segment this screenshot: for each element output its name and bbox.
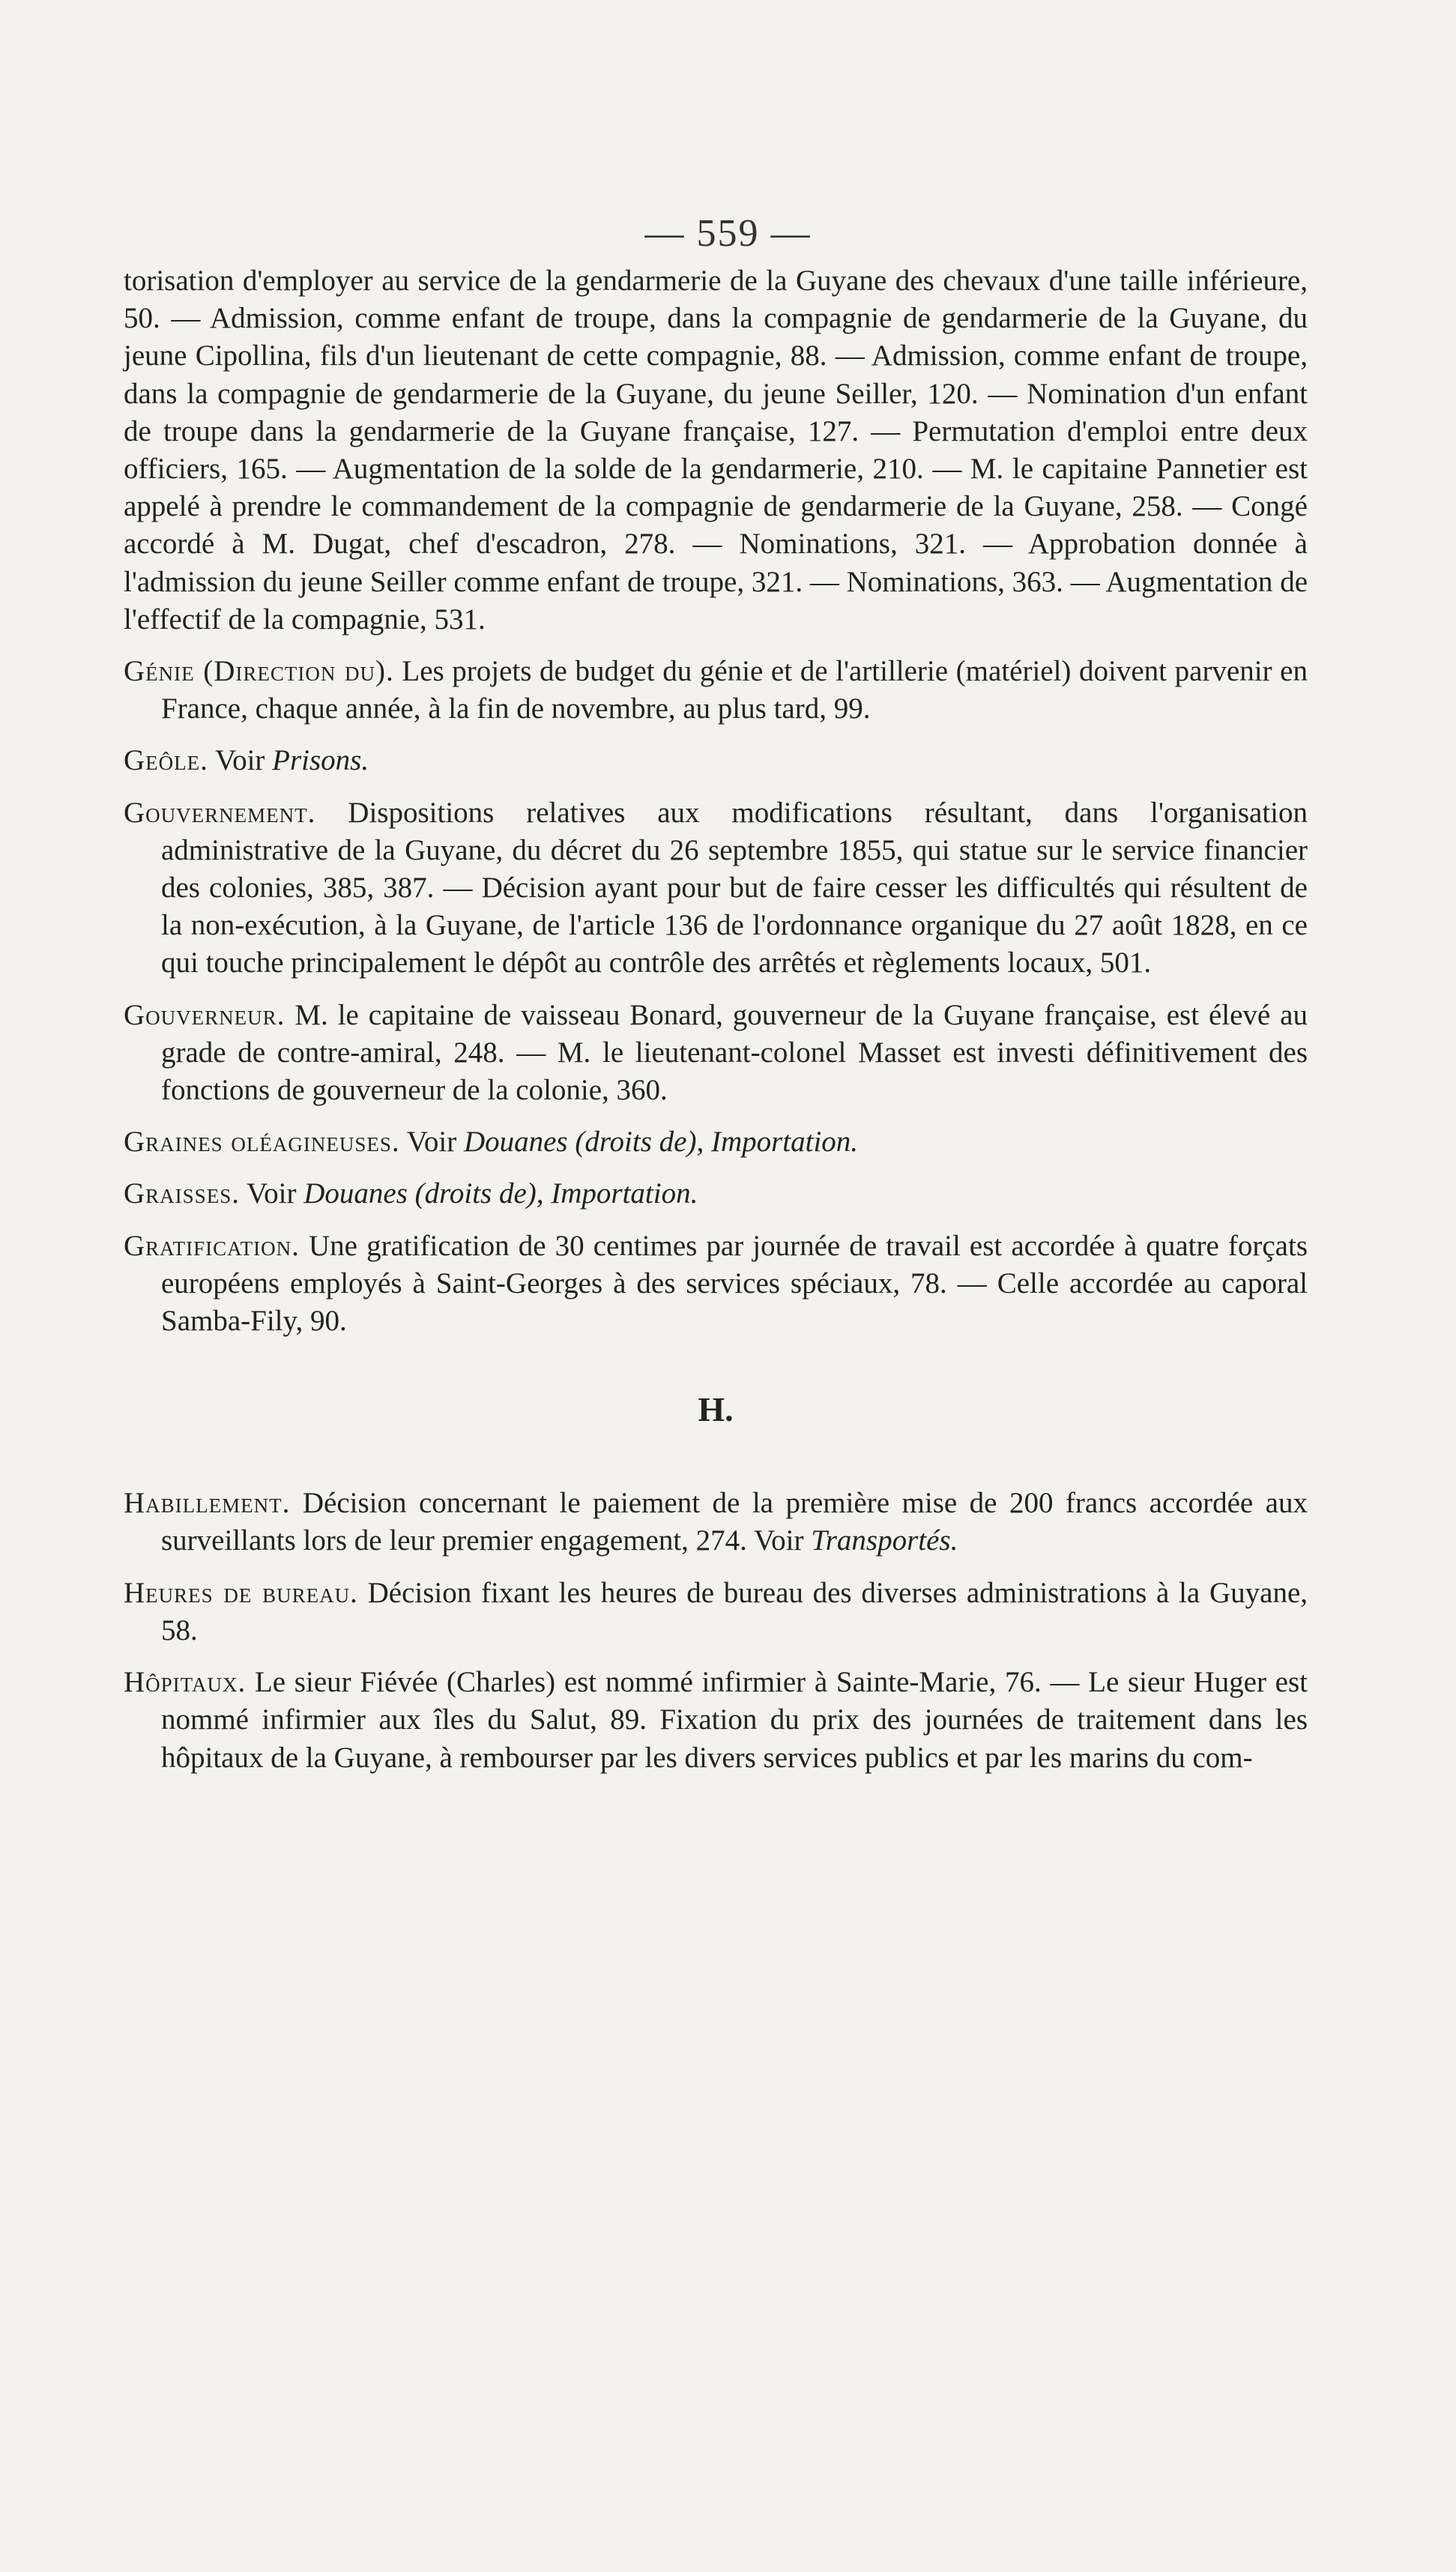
entry-cross-reference: Transportés. — [811, 1524, 958, 1557]
entries-h — [124, 1485, 1308, 1776]
entry-cross-reference: Prisons. — [272, 744, 369, 777]
entry-heading: Gouvernement. — [124, 796, 316, 829]
entry-body: Décision concernant le paiement de la première mise de 200 francs accordée aux surveillants lors de leur premier engagement, 274. Voir — [161, 1487, 1308, 1557]
index-entry — [124, 653, 1308, 728]
index-entry — [124, 1485, 1308, 1560]
entry-body: Voir — [399, 1126, 464, 1159]
entry-body: Voir — [208, 744, 273, 777]
entry-body: Le sieur Fiévée (Charles) est nommé infirmier à Sainte-Marie, 76. — Le sieur Huger est nommé infirmier aux îles du Salut, 89. Fixation du prix des journées de traitement dans les hôpitaux de la Guyane, à rembourser par les divers services publics et par les marins du com- — [161, 1666, 1308, 1774]
entry-heading: Génie (Direction du). — [124, 655, 394, 688]
index-column — [124, 262, 1308, 1791]
entry-body: Voir — [239, 1177, 304, 1210]
index-entry — [124, 1664, 1308, 1777]
entry-body: Une gratification de 30 centimes par journée de travail est accordée à quatre forçats européens employés à Saint-Georges à des services spéciaux, 78. — Celle accordée au caporal Samba-Fily, 90. — [161, 1229, 1308, 1338]
index-entry — [124, 997, 1308, 1110]
entry-heading: Habillement. — [124, 1487, 291, 1520]
entry-body: M. le capitaine de vaisseau Bonard, gouverneur de la Guyane française, est élevé au grade de contre-amiral, 248. — M. le lieutenant-colonel Masset est investi définitivement des fonctions de gouverneur de la colonie, 360. — [161, 998, 1308, 1107]
entry-heading: Heures de bureau. — [124, 1576, 358, 1609]
index-entry — [124, 1175, 1308, 1213]
entry-heading: Geôle. — [124, 744, 208, 777]
section-letter: H. — [698, 1390, 734, 1429]
entry-heading: Gouverneur. — [124, 998, 286, 1031]
index-entry — [124, 1228, 1308, 1341]
entry-heading: Gratification. — [124, 1229, 300, 1262]
page-number: — 559 — — [644, 212, 812, 255]
index-entry — [124, 794, 1308, 982]
index-entry — [124, 742, 1308, 779]
entry-heading: Graines oléagineuses. — [124, 1126, 400, 1159]
index-entry — [124, 1575, 1308, 1649]
entry-heading: Hôpitaux. — [124, 1666, 247, 1699]
index-entry — [124, 1123, 1308, 1161]
entry-body: Les projets de budget du génie et de l'artillerie (matériel) doivent parvenir en France, chaque année, à la fin de novembre, au plus tard, 99. — [161, 655, 1308, 725]
entry-body: Décision fixant les heures de bureau des diverses administrations à la Guyane, 58. — [161, 1576, 1308, 1646]
entries-g — [124, 653, 1308, 1340]
continuation-paragraph: torisation d'employer au service de la gendarmerie de la Guyane des chevaux d'une taille inférieure, 50. — Admission, comme enfant de troupe, dans la compagnie de gendarmerie de la Guyane, du jeune Cipollina, fils d'un lieutenant de cette compagnie, 88. — Admission, comme enfant de troupe, dans la compagnie de gendarmerie de la Guyane, du jeune Seiller, 120. — Nomination d'un enfant de troupe dans la gendarmerie de la Guyane française, 127. — Permutation d'emploi entre deux officiers, 165. — Augmentation de la solde de la gendarmerie, 210. — M. le capitaine Pannetier est appelé à prendre le commandement de la compagnie de gendarmerie de la Guyane, 258. — Congé accordé à M. Dugat, chef d'escadron, 278. — Nominations, 321. — Approbation donnée à l'admission du jeune Seiller comme enfant de troupe, 321. — Nominations, 363. — Augmentation de l'effectif de la compagnie, 531. — [124, 265, 1308, 636]
entry-body: Dispositions relatives aux modifications résultant, dans l'organisation administrative de la Guyane, du décret du 26 septembre 1855, qui statue sur le service financier des colonies, 385, 387. — Décision ayant pour but de faire cesser les difficultés qui résultent de la non-exécution, à la Guyane, de l'article 136 de l'ordonnance organique du 27 août 1828, en ce qui touche principalement le dépôt au contrôle des arrêtés et règlements locaux, 501. — [161, 796, 1308, 979]
entry-cross-reference: Douanes (droits de), Importation. — [463, 1126, 859, 1159]
entry-heading: Graisses. — [124, 1177, 240, 1210]
entry-cross-reference: Douanes (droits de), Importation. — [303, 1177, 698, 1210]
